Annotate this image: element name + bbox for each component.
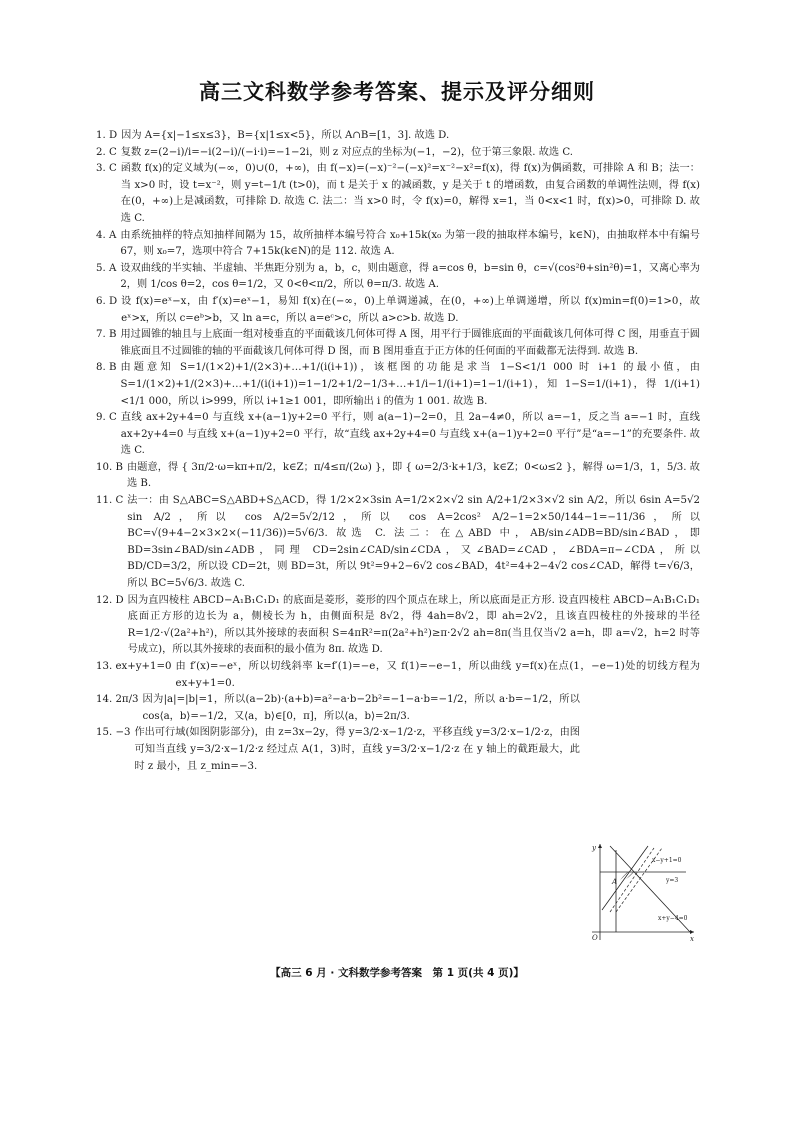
answer-text: 作出可行域(如图阴影部分)，由 z=3x−2y，得 y=3/2·x−1/2·z，平移直线 y=3/2·x−1/2·z，由图可知当直线 y=3/2·x−1/2·z 经过点 A(1，3)时，直线 y=3/2·x−1/2·z 在 y 轴上的截距最大，此时 z 最小，且 z_min=−3.	[134, 727, 580, 772]
line-x-y-1	[602, 846, 648, 910]
answer-text: 因为 A={x|−1≤x≤3}，B={x|1≤x<5}，所以 A∩B=[1，3]. 故选 D.	[121, 130, 450, 141]
y-axis-arrow	[598, 844, 602, 848]
answer-text: 复数 z=(2−i)/i=−i(2−i)/(−i·i)=−1−2i，则 z 对应点的坐标为(−1，−2)，位于第三象限. 故选 C.	[120, 146, 574, 158]
label-y: y	[592, 844, 596, 852]
page-title: 高三文科数学参考答案、提示及评分细则	[199, 80, 595, 104]
answer-number: 1. D	[96, 130, 118, 141]
answer-text: 设 f(x)=eˣ−x，由 f′(x)=eˣ−1，易知 f(x)在(−∞，0)上单调递减，在(0，+∞)上单调递增，所以 f(x)min=f(0)=1>0，故 eˣ>x，所以 c=eᵇ>b，又 ln a=c，所以 a=eᶜ>c，所以 a>c>b. 故选 D.	[121, 295, 700, 324]
answer-number: 13. ex+y+1=0	[96, 661, 172, 672]
answer-text: 法一：由 S△ABC=S△ABD+S△ACD，得 1/2×2×3sin A=1/2×2×√2 sin A/2+1/2×3×√2 sin A/2，所以 6sin A=5√2 sin A/2，所以 cos A/2=5√2/12，所以 cos A=2cos² A/2−1=2×50/144−1=−11/36，所以 BC=√(9+4−2×3×2×(−11/36))=5√6/3. 故选 C. 法二：在△ABD 中，AB/sin∠ADB=BD/sin∠BAD，即 BD=3sin∠BAD/sin∠ADB，同理 CD=2sin∠CAD/sin∠CDA，又∠BAD=∠CAD，∠BDA=π−∠CDA，所以 BD/CD=3/2，所以设 CD=2t，则 BD=3t，所以 9t²=9+2−6√2 cos∠BAD，4t²=4+2−4√2 cos∠CAD，解得 t=√6/3，所以 BC=5√6/3. 故选 C.	[127, 495, 700, 590]
answer-item-9	[96, 410, 700, 460]
answer-text: 因为直四棱柱 ABCD−A₁B₁C₁D₁ 的底面是菱形，菱形的四个顶点在球上，所以底面是正方形. 设直四棱柱 ABCD−A₁B₁C₁D₁ 底面正方形的边长为 a，侧棱长为 h，由侧面积是 8√2，得 4ah=8√2，即 ah=2√2，且该直四棱柱的外接球的半径 R=1/2·√(2a²+h²)，所以其外接球的表面积 S=4πR²=π(2a²+h²)≥π·2√2 ah=8π(当且仅当√2 a=h，即 a=√2，h=2 时等号成立)，所以其外接球的表面积的最小值为 8π. 故选 D.	[127, 594, 700, 656]
answer-item-7	[96, 327, 700, 360]
answer-list	[96, 128, 700, 775]
page-footer: 【高三 6 月 · 文科数学参考答案 第 1 页(共 4 页)】	[270, 967, 524, 979]
label-point-a: A	[612, 878, 618, 886]
answer-text: 由题意，得 { 3π/2·ω=kπ+π/2，k∈Z；π/4≤π/(2ω) }，即 { ω=2/3·k+1/3，k∈Z；0<ω≤2 }，解得 ω=1/3，1，5/3. 故选 B.	[126, 461, 700, 490]
answer-item-8	[96, 360, 700, 410]
answer-text: 由系统抽样的特点知抽样间隔为 15，故所抽样本编号符合 x₀+15k(x₀ 为第一段的抽取样本编号，k∈N)，由抽取样本中有编号 67，则 x₀=7，选项中符合 7+15k(k∈N)的是 112. 故选 A.	[120, 229, 700, 258]
label-x: x	[690, 935, 694, 943]
answer-number: 8. B	[96, 362, 117, 374]
answer-item-6	[96, 294, 700, 327]
answer-number: 12. D	[96, 594, 124, 606]
answer-item-5	[96, 261, 700, 294]
answer-number: 11. C	[96, 495, 124, 507]
label-line-x-y-4: x+y−4=0	[658, 915, 688, 922]
answer-number: 14. 2π/3	[96, 694, 139, 706]
answer-item-2	[96, 145, 700, 162]
answer-item-11	[96, 493, 700, 593]
answer-text: 由题意知 S=1/(1×2)+1/(2×3)+…+1/(i(i+1))，该框图的功能是求当 1−S<1/1 000 时 i+1 的最小值，由 S=1/(1×2)+1/(2×3)+…+1/(i(i+1))=1−1/2+1/2−1/3+…+1/i−1/(i+1)=1−1/(i+1)，知 1−S=1/(i+1)，得 1/(i+1)<1/1 000，所以 i>999，所以 i+1≥1 001，即所输出 i 的值为 1 001. 故选 B.	[120, 362, 700, 407]
answer-text: 直线 ax+2y+4=0 与直线 x+(a−1)y+2=0 平行，则 a(a−1)−2=0，且 2a−4≠0，所以 a=−1，反之当 a=−1 时，直线 ax+2y+4=0 与直线 x+(a−1)y+2=0 平行，故“直线 ax+2y+4=0 与直线 x+(a−1)y+2=0 平行”是“a=−1”的充要条件. 故选 C.	[120, 412, 700, 457]
answer-text: 设双曲线的半实轴、半虚轴、半焦距分别为 a，b，c，则由题意，得 a=cos θ，b=sin θ，c=√(cos²θ+sin²θ)=1，又离心率为 2，则 1/cos θ=2，cos θ=1/2，又 0<θ<π/2，所以 θ=π/3. 故选 A.	[120, 262, 700, 291]
label-origin: O	[592, 934, 598, 942]
answer-text: 由 f′(x)=−eˣ，所以切线斜率 k=f′(1)=−e，又 f(1)=−e−1，所以曲线 y=f(x)在点(1，−e−1)处的切线方程为 ex+y+1=0.	[175, 661, 700, 689]
answer-item-14	[96, 692, 580, 725]
answer-number: 2. C	[96, 146, 117, 158]
answer-item-10	[96, 460, 700, 493]
answer-item-15	[96, 725, 580, 775]
answer-number: 7. B	[96, 329, 117, 341]
feasible-region-figure	[586, 840, 698, 945]
x-axis-arrow	[690, 930, 694, 934]
answer-item-4	[96, 228, 700, 261]
answer-text: 函数 f(x)的定义域为(−∞，0)∪(0，+∞)，由 f(−x)=(−x)⁻²−(−x)²=x⁻²−x²=f(x)，得 f(x)为偶函数，可排除 A 和 B；法一：当 x>0 时，设 t=x⁻²，则 y=t−1/t (t>0)，而 t 是关于 x 的减函数，y 是关于 t 的增函数，由复合函数的单调性法则，得 f(x)在(0，+∞)上是减函数，可排除 D. 故选 C. 法二：当 x>0 时，令 f(x)=0，解得 x=1，当 0<x<1 时，f(x)>0，可排除 D. 故选 C.	[120, 163, 700, 224]
answer-item-1	[96, 128, 700, 145]
answer-text: 用过圆锥的轴且与上底面一组对棱垂直的平面截该几何体可得 A 图，用平行于圆锥底面的平面截该几何体可得 C 图，用垂直于圆锥底面且不过圆锥的轴的平面截该几何体可得 D 图，而 B 图用垂直于正方体的任何面的平面截都无法得到. 故选 B.	[120, 329, 700, 357]
answer-text: 因为|a|=|b|=1，所以(a−2b)·(a+b)=a²−a·b−2b²=−1−a·b=−1/2，所以 a·b=−1/2，所以 cos⟨a，b⟩=−1/2，又⟨a，b⟩∈[0，π]，所以⟨a，b⟩=2π/3.	[142, 694, 580, 722]
answer-number: 3. C	[96, 163, 117, 175]
answer-item-13	[96, 659, 700, 692]
answer-number: 4. A	[96, 229, 117, 241]
answer-number: 15. −3	[96, 727, 131, 739]
label-line-x-y-1: x−y+1=0	[652, 857, 682, 864]
label-line-y-3: y=3	[666, 877, 679, 884]
answer-number: 9. C	[96, 412, 117, 424]
answer-number: 5. A	[96, 262, 117, 274]
answer-number: 6. D	[96, 295, 118, 307]
answer-number: 10. B	[96, 461, 123, 473]
answer-item-12	[96, 593, 700, 659]
answer-item-3	[96, 161, 700, 227]
